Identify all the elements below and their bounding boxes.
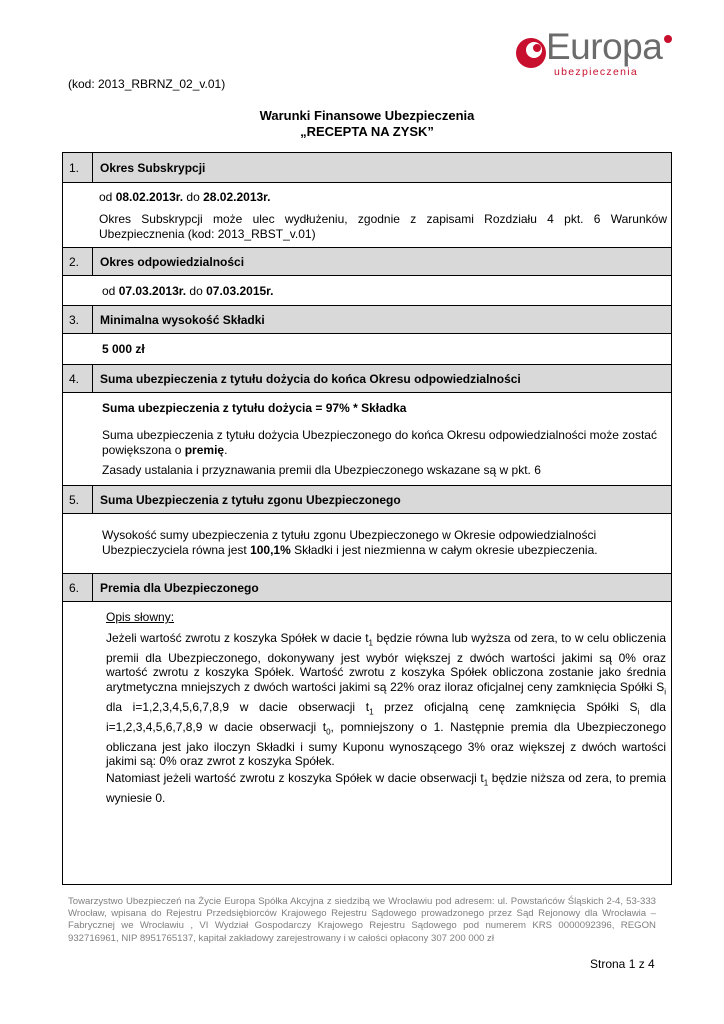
section-number: 6. bbox=[63, 574, 93, 601]
company-footer: Towarzystwo Ubezpieczeń na Życie Europa Spółka Akcyjna z siedzibą we Wrocławiu pod adresem: ul. Powstańców Śląskich 2-4, 53-333 Wrocław, wpisana do Rejestru Przedsiębiorców Krajowego Rejestru Sądowego prowadzonego przez Sąd Rejonowy dla Wrocławia – Fabrycznej we Wrocławiu , VI Wydział Gospodarczy Krajowego Rejestru Sądowego pod numerem KRS 0000092396, REGON 932716961, NIP 8951765137, kapitał zakładowy zarejestrowany i w całości opłacony 307 200 000 zł bbox=[68, 896, 656, 944]
document-title: Warunki Finansowe Ubezpieczenia bbox=[259, 108, 475, 123]
section-header-2 bbox=[63, 247, 671, 276]
liability-period: od 07.03.2013r. do 07.03.2015r. bbox=[102, 284, 274, 298]
section-number: 4. bbox=[63, 365, 93, 392]
subscription-note: Okres Subskrypcji może ulec wydłużeniu, zgodnie z zapisami Rozdziału 4 pkt. 6 Warunków Ubezpiecznenia (kod: 2013_RBST_v.01) bbox=[99, 212, 667, 241]
date-to: 28.02.2013r. bbox=[203, 190, 271, 204]
section-number: 1. bbox=[63, 153, 93, 182]
bonus-paragraph: Jeżeli wartość zwrotu z koszyka Spółek w dacie $t_1$ będzie równa lub wyższa od zera, to w celu obliczenia premii dla Ubezpieczonego, dokonywany jest wybór większej z dwóch wartości jakimi są 0% oraz wartość zwrotu z koszyka Spółek. Wartość zwrotu z koszyka Spółek obliczona zostanie jako średnia arytmetyczna mniejszych z dwóch wartości jakimi są 22% oraz iloraz oficjalnej ceny zamknięcia Spółki $S_i$ dla i=1,2,3,4,5,6,7,8,9 w dacie obserwacji $t_1$ przez oficjalną cenę zamknięcia Spółki $S_i$ dla i=1,2,3,4,5,6,7,8,9 w dacie obserwacji $t_0$, pomniejszony o 1. Następnie premia dla Ubezpieczonego obliczana jest jako iloczyn Składki i sumy Kuponu wynoszącego 3% oraz większej z dwóch wartości jakimi są: 0% oraz zwrot z koszyka Spółek. bbox=[106, 631, 666, 769]
page-number: Strona 1 z 4 bbox=[590, 957, 655, 971]
document-code: (kod: 2013_RBRNZ_02_v.01) bbox=[68, 77, 226, 91]
conditions-table bbox=[62, 152, 672, 885]
logo-word: Europa bbox=[546, 26, 663, 67]
section-title: Premia dla Ubezpieczonego bbox=[100, 580, 259, 595]
section-header-5 bbox=[63, 485, 671, 514]
date-from: 07.03.2013r. bbox=[118, 284, 187, 298]
bonus-rules-reference: Zasady ustalania i przyznawania premii dla Ubezpieczonego wskazane są w pkt. 6 bbox=[102, 463, 541, 477]
logo-swirl-icon bbox=[514, 36, 548, 70]
section-title: Minimalna wysokość Składki bbox=[100, 312, 265, 327]
section-number: 5. bbox=[63, 486, 93, 513]
date-to: 07.03.2015r. bbox=[206, 284, 274, 298]
section-header-4 bbox=[63, 364, 671, 393]
endowment-paragraph: Suma ubezpieczenia z tytułu dożycia Ubezpieczonego do końca Okresu odpowiedzialności może zostać powiększona o premię. bbox=[102, 428, 657, 457]
endowment-formula: Suma ubezpieczenia z tytułu dożycia = 97% * Składka bbox=[102, 401, 407, 415]
minimum-premium: 5 000 zł bbox=[102, 342, 145, 356]
death-benefit-paragraph: Wysokość sumy ubezpieczenia z tytułu zgonu Ubezpieczonego w Okresie odpowiedzialności Ubezpieczyciela równa jest 100,1% Składki i jest niezmienna w całym okresie ubezpieczenia. bbox=[102, 528, 598, 557]
section-title: Okres odpowiedzialności bbox=[100, 254, 245, 269]
section-title: Suma ubezpieczenia z tytułu dożycia do końca Okresu odpowiedzialności bbox=[100, 371, 521, 386]
section-number: 2. bbox=[63, 248, 93, 275]
section-header-6 bbox=[63, 573, 671, 602]
section-header-3 bbox=[63, 305, 671, 334]
section-number: 3. bbox=[63, 306, 93, 333]
section-title: Suma Ubezpieczenia z tytułu zgonu Ubezpieczonego bbox=[100, 492, 401, 507]
section-header-1 bbox=[63, 153, 671, 183]
verbal-description-heading: Opis słowny: bbox=[106, 610, 175, 624]
subscription-period: od 08.02.2013r. do 28.02.2013r. bbox=[99, 190, 271, 204]
logo-subtitle: ubezpieczenia bbox=[554, 66, 639, 78]
section-title: Okres Subskrypcji bbox=[100, 160, 206, 175]
logo-dot-icon bbox=[663, 34, 673, 44]
date-from: 08.02.2013r. bbox=[115, 190, 184, 204]
document-subtitle: „RECEPTA NA ZYSK” bbox=[300, 124, 434, 139]
zero-bonus-paragraph: Natomiast jeżeli wartość zwrotu z koszyka Spółek w dacie obserwacji $t_1$ będzie niższa od zera, to premia wyniesie 0. bbox=[106, 771, 667, 805]
europa-logo bbox=[512, 26, 678, 80]
